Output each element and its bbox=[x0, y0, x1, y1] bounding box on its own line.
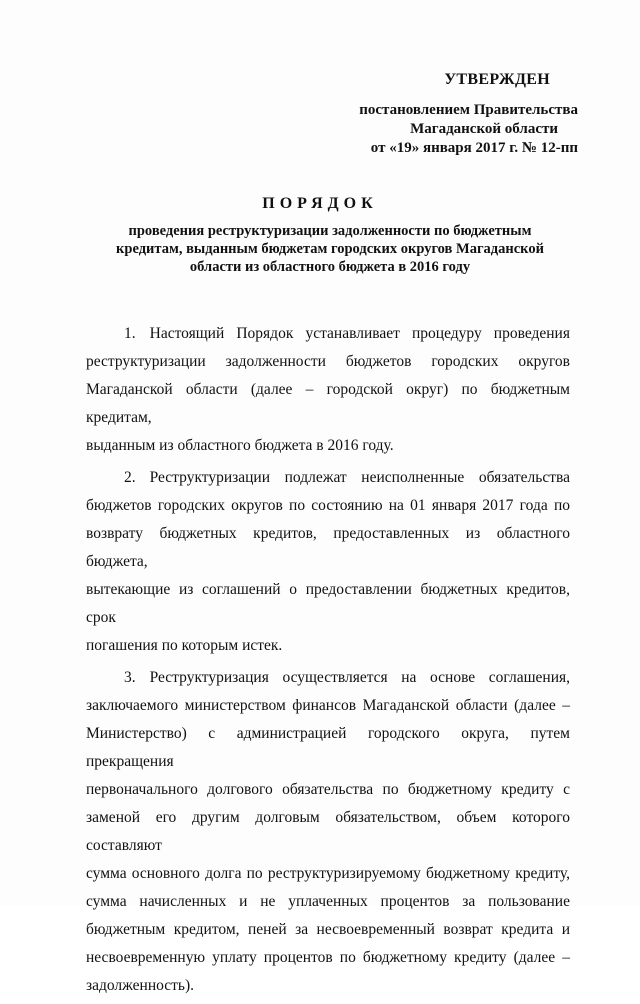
paragraph-line: 3. Реструктуризация осуществляется на основе соглашения, bbox=[124, 669, 570, 686]
paragraph-line: сумма основного долга по реструктуризируемому бюджетному кредиту, bbox=[86, 865, 570, 882]
paragraph-line: сумма начисленных и не уплаченных процентов за пользование bbox=[86, 893, 570, 910]
paragraph-number: 2. bbox=[124, 469, 136, 486]
paragraph-line: возврату бюджетных кредитов, предоставленных из областного бюджета, bbox=[86, 525, 570, 570]
document-body bbox=[86, 320, 570, 1004]
paragraph-line: погашения по которым истек. bbox=[86, 637, 283, 654]
paragraph-line: 2. Реструктуризации подлежат неисполненные обязательства bbox=[124, 469, 570, 486]
paragraph-line: Магаданской области (далее – городской округ) по бюджетным кредитам, bbox=[86, 381, 570, 426]
paragraph-2 bbox=[86, 464, 570, 660]
paragraph-3 bbox=[86, 664, 570, 1000]
paragraph-line: задолженность). bbox=[86, 977, 195, 994]
paragraph-line: реструктуризации задолженности бюджетов городских округов bbox=[86, 353, 570, 370]
approval-stamp bbox=[318, 70, 578, 158]
paragraph-line: бюджетов городских округов по состоянию на 01 января 2017 года по bbox=[86, 497, 570, 514]
document-subtitle bbox=[110, 222, 550, 276]
paragraph-line: вытекающие из соглашений о предоставлении бюджетных кредитов, срок bbox=[86, 581, 570, 626]
subtitle-line: проведения реструктуризации задолженности по бюджетным bbox=[128, 223, 532, 239]
paragraph-line: Министерство) с администрацией городского округа, путем прекращения bbox=[86, 725, 570, 770]
paragraph-line: 1. Настоящий Порядок устанавливает процедуру проведения bbox=[124, 325, 570, 342]
approval-line-2: Магаданской области bbox=[410, 121, 558, 137]
paragraph-line: несвоевременную уплату процентов по бюджетному кредиту (далее – bbox=[86, 949, 570, 966]
approval-title: УТВЕРЖДЕН bbox=[444, 71, 550, 88]
subtitle-line: кредитам, выданным бюджетам городских округов Магаданской bbox=[116, 241, 544, 257]
approval-line-3: от «19» января 2017 г. № 12-пп bbox=[370, 140, 578, 156]
paragraph-number: 3. bbox=[124, 669, 136, 686]
document-title: ПОРЯДОК bbox=[262, 195, 378, 212]
paragraph-line: заключаемого министерством финансов Магаданской области (далее – bbox=[86, 697, 570, 714]
paragraph-line: первоначального долгового обязательства по бюджетному кредиту с bbox=[86, 781, 570, 798]
paragraph-line: выданным из областного бюджета в 2016 году. bbox=[86, 437, 394, 454]
approval-line-1: постановлением Правительства bbox=[359, 102, 578, 118]
paragraph-number: 1. bbox=[124, 325, 136, 342]
paragraph-1 bbox=[86, 320, 570, 460]
paragraph-line: бюджетным кредитом, пеней за несвоевременный возврат кредита и bbox=[86, 921, 570, 938]
paragraph-line: заменой его другим долговым обязательством, объем которого составляют bbox=[86, 809, 570, 854]
subtitle-line: области из областного бюджета в 2016 году bbox=[189, 259, 471, 275]
